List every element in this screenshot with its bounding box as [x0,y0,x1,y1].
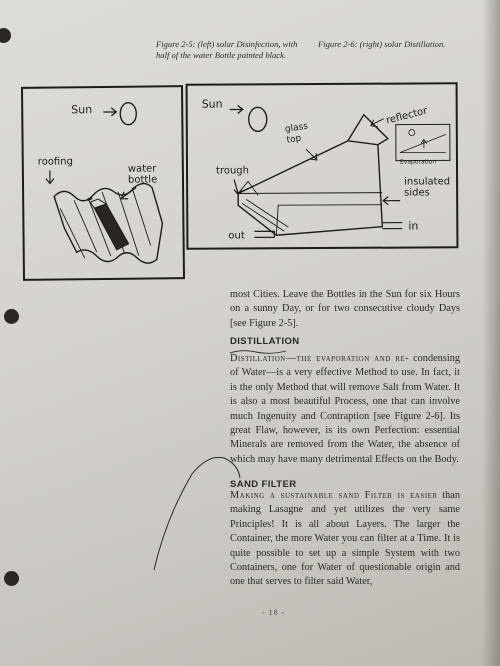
sand-filter-lead: Making a sustainable sand Filter is easier [230,490,438,501]
figure-left-drawing [23,87,183,279]
page-edge-shadow [482,0,500,666]
label-insulated-sides: insulated sides [404,176,451,199]
sun-shape [120,103,136,125]
binder-hole-top [0,28,11,43]
evaporation-inset [396,124,450,160]
distillation-lead: Distillation—the evaporation and re- [230,353,410,364]
label-roofing: roofing [37,156,73,168]
paragraph-intro: most Cities. Leave the Bottles in the Sun for six Hours on a sunny Day, or for two consecutive cloudy Days [see Figure 2-5]. [230,289,460,329]
sand-filter-body: than making Lasagne and yet utilizes the very same Principles! It is all about Layers. The larger the Container, the more Water you can filter at a Time. It is quite possible to set up a simple System with two Containers, one for Water of questionable origin and one that serves to filter said Water, [230,490,460,588]
label-water-bottle: water bottle [127,163,158,186]
label-reflector: reflector [385,105,429,127]
heading-sand-filter: SAND FILTER [230,479,297,490]
label-sun: Sun [201,97,223,111]
binder-hole-bottom [4,571,19,586]
paragraph-distillation [230,352,460,467]
label-sun: Sun [71,103,93,117]
label-out: out [228,230,245,242]
label-trough: trough [215,165,250,177]
figure-caption-right: Figure 2-6: (right) solar Distillation. [318,39,446,49]
figure-right-solar-distillation [186,82,459,249]
figure-right-drawing [188,84,457,247]
label-in: in [408,219,419,233]
label-glass-top: glass top [284,121,309,146]
heading-distillation: DISTILLATION [230,336,300,347]
sun-shape [249,107,267,131]
figure-caption-left: Figure 2-5: (left) solar Disinfection, with half of the water Bottle painted black. [156,39,298,60]
binder-hole-middle [4,309,19,324]
distillation-body: condensing of Water—is a very effective Method to use. In fact, it is the only Method that will remove Salt from Water. It is also a most beautiful Process, one that can involve much Ingenuity and Contraption [see Figure 2-6]. Its great Flaw, however, is its own Perfection: essential Minerals are removed from the Water, the absence of which may have many detrimental Effects on the Body. [230,353,460,465]
paragraph-sand-filter [230,489,460,590]
figure-left-solar-disinfection [21,85,185,281]
pencil-arc-mark [152,452,242,572]
label-evaporation: Evaporation [399,158,437,166]
page-number: - 18 - [262,608,286,617]
